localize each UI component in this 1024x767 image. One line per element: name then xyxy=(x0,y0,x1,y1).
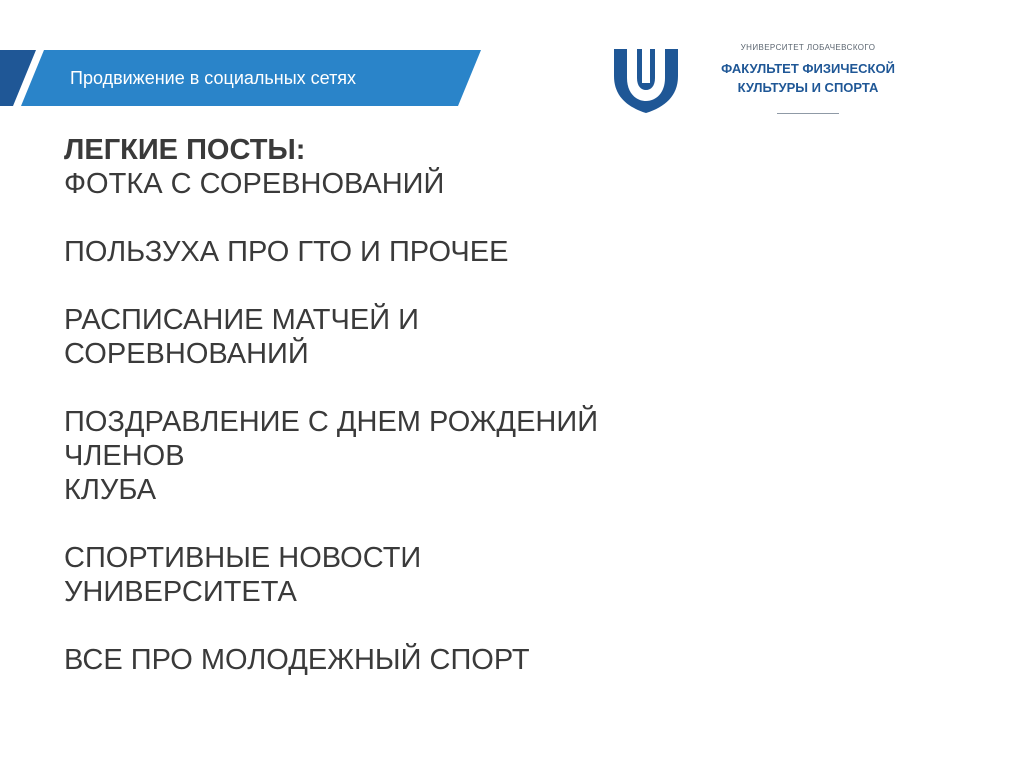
spacer xyxy=(64,507,964,541)
spacer xyxy=(64,609,964,643)
spacer xyxy=(64,371,964,405)
logo-faculty-line2: КУЛЬТУРЫ И СПОРТА xyxy=(737,80,879,95)
header-title: Продвижение в социальных сетях xyxy=(70,68,357,88)
logo-faculty-line1: ФАКУЛЬТЕТ ФИЗИЧЕСКОЙ xyxy=(721,61,895,76)
spacer xyxy=(64,201,964,235)
list-item: СОРЕВНОВАНИЙ xyxy=(64,338,309,370)
list-item: РАСПИСАНИЕ МАТЧЕЙ И xyxy=(64,304,419,336)
list-item: ФОТКА С СОРЕВНОВАНИЙ xyxy=(64,168,445,200)
list-item: ЧЛЕНОВ xyxy=(64,440,185,472)
spacer xyxy=(64,269,964,303)
list-item: СПОРТИВНЫЕ НОВОСТИ xyxy=(64,542,422,574)
logo-divider xyxy=(777,113,839,114)
logo-faculty-name xyxy=(697,59,919,97)
university-u-shield-icon xyxy=(613,48,679,114)
list-item: КЛУБА xyxy=(64,474,157,506)
list-item: ПОЗДРАВЛЕНИЕ С ДНЕМ РОЖДЕНИЙ xyxy=(64,406,599,438)
list-item: ПОЛЬЗУХА ПРО ГТО И ПРОЧЕЕ xyxy=(64,236,509,268)
logo-university-name: УНИВЕРСИТЕТ ЛОБАЧЕВСКОГО xyxy=(740,43,876,52)
list-item: УНИВЕРСИТЕТА xyxy=(64,576,297,608)
content-heading: ЛЕГКИЕ ПОСТЫ: xyxy=(64,134,306,166)
header-banner xyxy=(0,0,490,115)
list-item: ВСЕ ПРО МОЛОДЕЖНЫЙ СПОРТ xyxy=(64,644,530,676)
content-list xyxy=(64,133,964,677)
